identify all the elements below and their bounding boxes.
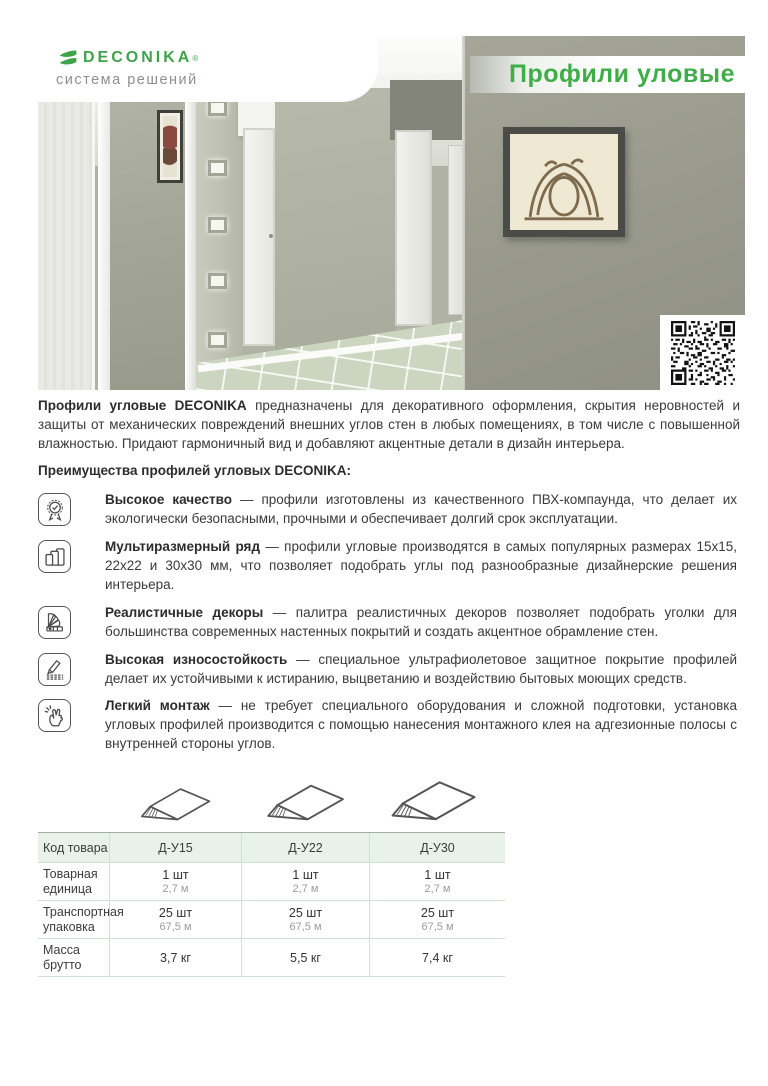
advantage-wear	[38, 651, 740, 689]
advantage-title: Высокая износостойкость	[105, 651, 288, 667]
medal-icon	[38, 493, 71, 526]
table-row	[38, 863, 505, 901]
page-content	[38, 396, 740, 763]
advantage-text: Легкий монтаж — не требует специального оборудования и сложной подготовки, установка угловых профилей производится с помощью нанесения монтажного клея на адгезионные полосы с внутренней стороны углов.	[105, 698, 737, 752]
cell-subvalue: 67,5 м	[421, 921, 454, 933]
cell-subvalue: 67,5 м	[289, 921, 322, 933]
intro-text: предназначены для декоративного оформления, скрытия неровностей и защиты от механических повреждений внешних углов стен в любых помещениях, в том числе с повышенной влажностью. Придают гармоничный вид и добавляют акцентные детали в дизайн интерьера.	[38, 398, 740, 452]
advantage-multi-size	[38, 538, 740, 595]
advantage-montage	[38, 697, 740, 754]
product-code: Д-У15	[110, 833, 242, 862]
advantage-title: Реалистичные декоры	[105, 604, 264, 620]
wall-light	[208, 332, 227, 348]
cell-value: 1 шт	[292, 868, 319, 882]
wall-light	[208, 217, 227, 233]
advantage-title: Легкий монтаж	[105, 698, 210, 714]
profile-drawings-row	[38, 772, 745, 822]
product-code: Д-У30	[420, 840, 455, 855]
title-banner	[470, 56, 745, 93]
table-row	[38, 939, 505, 977]
easy-montage-icon	[38, 699, 71, 732]
table-header-row	[38, 833, 505, 863]
cell-value: 5,5 кг	[290, 950, 321, 965]
hero-interior-image	[38, 36, 745, 390]
logo-plate	[38, 36, 378, 102]
cell-value: 1 шт	[162, 868, 189, 882]
hero-left-door-frame	[98, 66, 110, 390]
cell-value: 25 шт	[288, 906, 323, 920]
etching-art	[517, 143, 611, 225]
leaf-icon	[58, 48, 78, 68]
hero-middle-door	[243, 128, 275, 346]
wall-light	[208, 273, 227, 289]
advantage-text: Высокая износостойкость — специальное ультрафиолетовое защитное покрытие профилей делает их устойчивыми к истиранию, выцветанию и воздействию бытовых моющих средств.	[105, 651, 737, 686]
brand-name: DECONIKA	[83, 49, 193, 66]
advantage-text: Реалистичные декоры — палитра реалистичных декоров позволяет подобрать уголки для большинства современных настенных покрытий и создать акцентное обрамление стен.	[105, 604, 737, 639]
table-row	[38, 901, 505, 939]
cell-subvalue: 2,7 м	[292, 883, 319, 895]
cell-value: 7,4 кг	[422, 950, 453, 965]
page-title: Профили уловые	[509, 60, 735, 88]
profile-drawing-d-u22	[264, 778, 348, 822]
intro-paragraph	[38, 396, 740, 453]
row-label: Масса брутто	[43, 943, 82, 972]
advantage-title: Мультиразмерный ряд	[105, 539, 261, 555]
profile-drawing-d-u30	[388, 774, 480, 822]
decors-palette-icon	[38, 606, 71, 639]
advantages-list	[38, 491, 740, 754]
registered-mark: ®	[192, 53, 199, 63]
row-label: Товарная единица	[43, 867, 98, 896]
hero-left-door	[38, 58, 95, 390]
advantages-heading: Преимущества профилей угловых DECONIKA:	[38, 463, 352, 479]
cell-subvalue: 67,5 м	[159, 921, 192, 933]
cell-value: 3,7 кг	[160, 950, 191, 965]
row-label: Транспортная упаковка	[43, 905, 124, 934]
wear-resistance-icon	[38, 653, 71, 686]
qr-code	[660, 315, 745, 390]
advantage-decors	[38, 604, 740, 642]
hero-corner-profile-strip	[185, 72, 196, 390]
profile-drawing-d-u15	[138, 782, 214, 822]
logo	[58, 48, 198, 68]
qr-pattern	[671, 321, 735, 385]
intro-lead: Профили угловые DECONIKA	[38, 398, 247, 413]
hero-small-picture	[157, 110, 183, 183]
cell-subvalue: 2,7 м	[162, 883, 189, 895]
table-header-label: Код товара	[38, 833, 110, 862]
door-knob	[269, 234, 273, 238]
advantage-title: Высокое качество	[105, 492, 232, 508]
spec-table	[38, 832, 505, 977]
cell-value: 1 шт	[424, 868, 451, 882]
brand-tagline: система решений	[56, 72, 198, 88]
advantage-text: Высокое качество — профили изготовлены из качественного ПВХ-компаунда, что делает их экологически безопасными, прочными и обеспечивает долгий срок эксплуатации.	[105, 492, 737, 527]
multi-size-icon	[38, 540, 71, 573]
wall-light	[208, 100, 227, 116]
hero-framed-artwork	[503, 127, 625, 237]
product-code: Д-У22	[242, 833, 370, 862]
advantage-text: Мультиразмерный ряд — профили угловые производятся в самых популярных размерах 15х15, 22х22 и 30х30 мм, что позволяет подобрать углы под разнообразные дизайнерские решения интерьера.	[105, 539, 737, 593]
advantage-quality	[38, 491, 740, 529]
hero-left-wall	[110, 80, 196, 390]
wall-light	[208, 160, 227, 176]
cell-subvalue: 2,7 м	[424, 883, 451, 895]
cell-value: 25 шт	[158, 906, 193, 920]
cell-value: 25 шт	[420, 906, 455, 920]
hero-back-door-1	[395, 130, 432, 326]
